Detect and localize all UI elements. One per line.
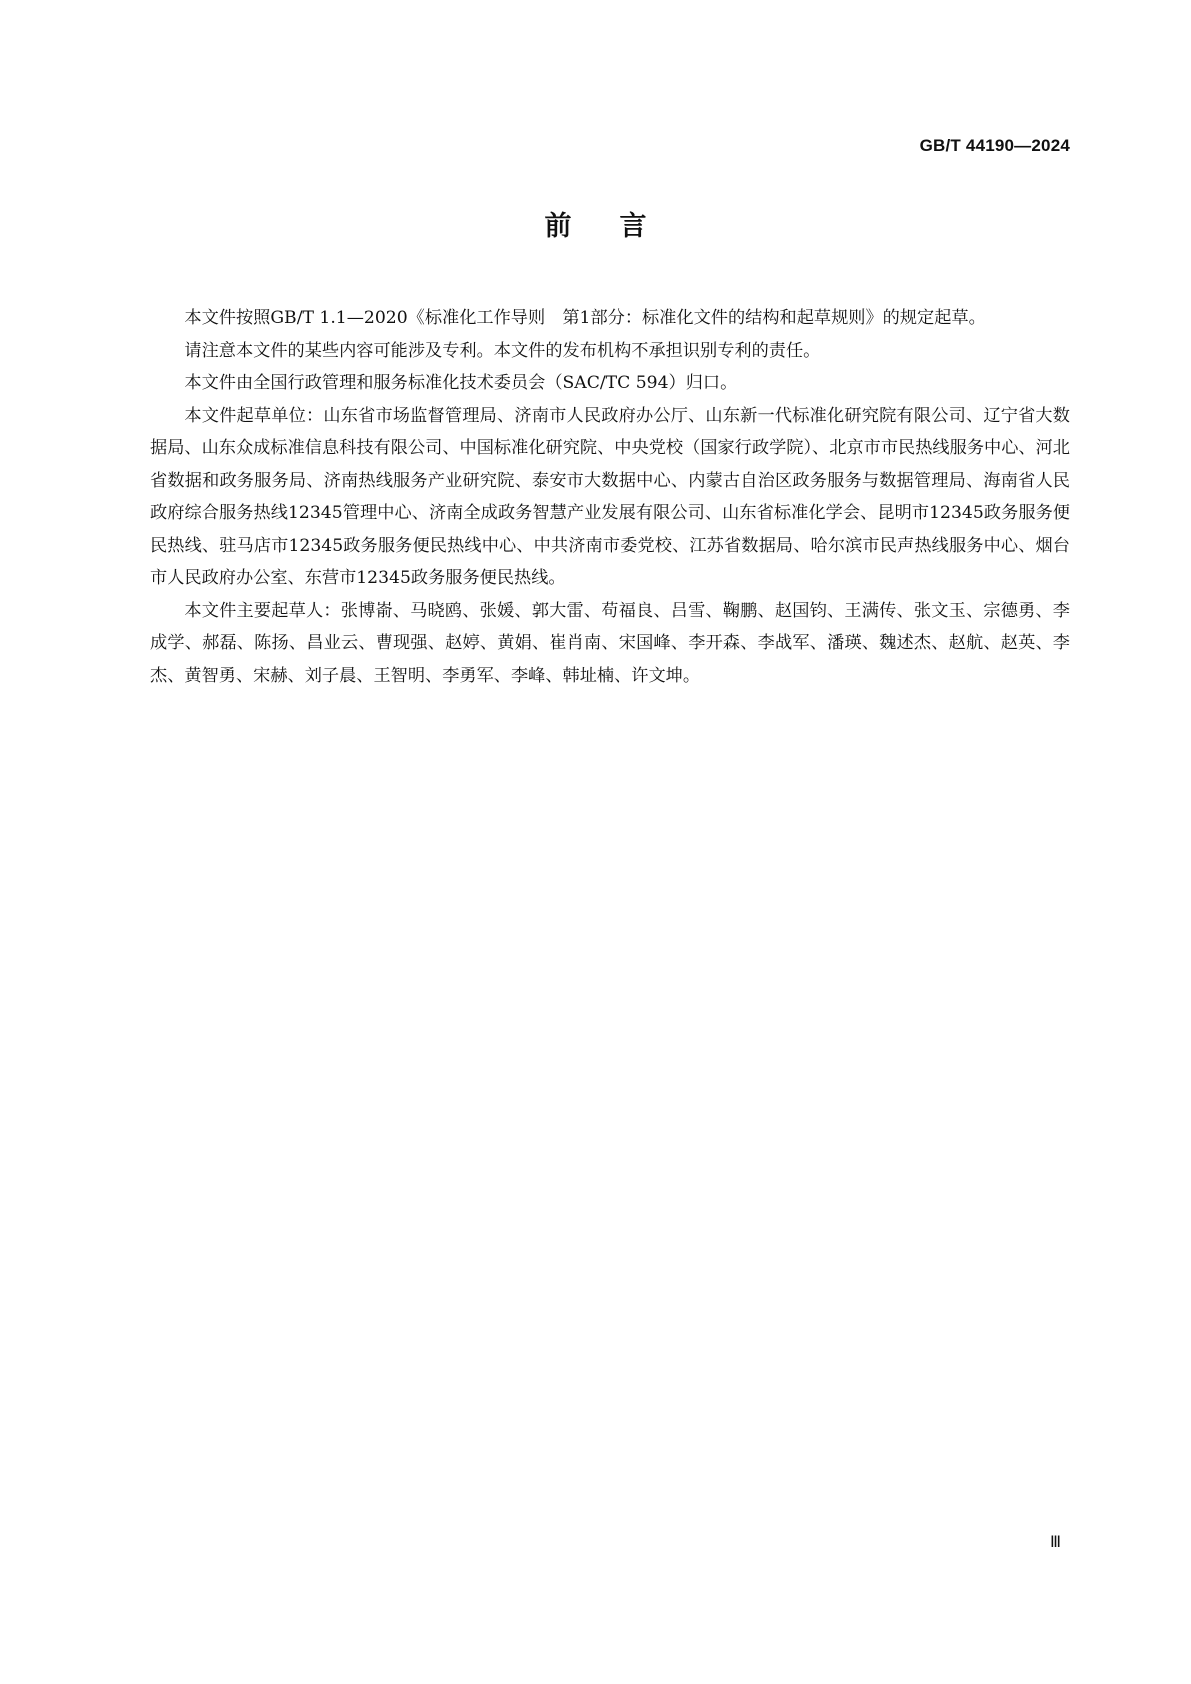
paragraph-patent-notice: 请注意本文件的某些内容可能涉及专利。本文件的发布机构不承担识别专利的责任。 — [184, 340, 821, 361]
foreword-body — [150, 302, 1070, 692]
paragraph-drafting-units: 本文件起草单位：山东省市场监督管理局、济南市人民政府办公厅、山东新一代标准化研究院有限公司、辽宁省大数据局、山东众成标准信息科技有限公司、中国标准化研究院、中央党校（国家行政学院）、北京市市民热线服务中心、河北省数据和政务服务局、济南热线服务产业研究院、泰安市大数据中心、内蒙古自治区政务服务与数据管理局、海南省人民政府综合服务热线12345管理中心、济南全成政务智慧产业发展有限公司、山东省标准化学会、昆明市12345政务服务便民热线、驻马店市12345政务服务便民热线中心、中共济南市委党校、江苏省数据局、哈尔滨市民声热线服务中心、烟台市人民政府办公室、东营市12345政务服务便民热线。 — [150, 405, 1070, 588]
page-title: 前言 — [544, 211, 695, 242]
page-number: Ⅲ — [1049, 1534, 1061, 1551]
paragraph-responsible-committee: 本文件由全国行政管理和服务标准化技术委员会（SAC/TC 594）归口。 — [184, 373, 738, 393]
paragraph-drafting-rules: 本文件按照GB/T 1.1—2020《标准化工作导则 第1部分：标准化文件的结构和起草规则》的规定起草。 — [184, 308, 986, 328]
standard-code: GB/T 44190—2024 — [919, 136, 1070, 155]
paragraph-drafters: 本文件主要起草人：张博嵛、马晓鸥、张媛、郭大雷、苟福良、吕雪、鞠鹏、赵国钧、王满传、张文玉、宗德勇、李成学、郝磊、陈扬、昌业云、曹现强、赵婷、黄娟、崔肖南、宋国峰、李开森、李战军、潘瑛、魏述杰、赵航、赵英、李杰、黄智勇、宋赫、刘子晨、王智明、李勇军、李峰、韩址楠、许文坤。 — [150, 600, 1070, 686]
